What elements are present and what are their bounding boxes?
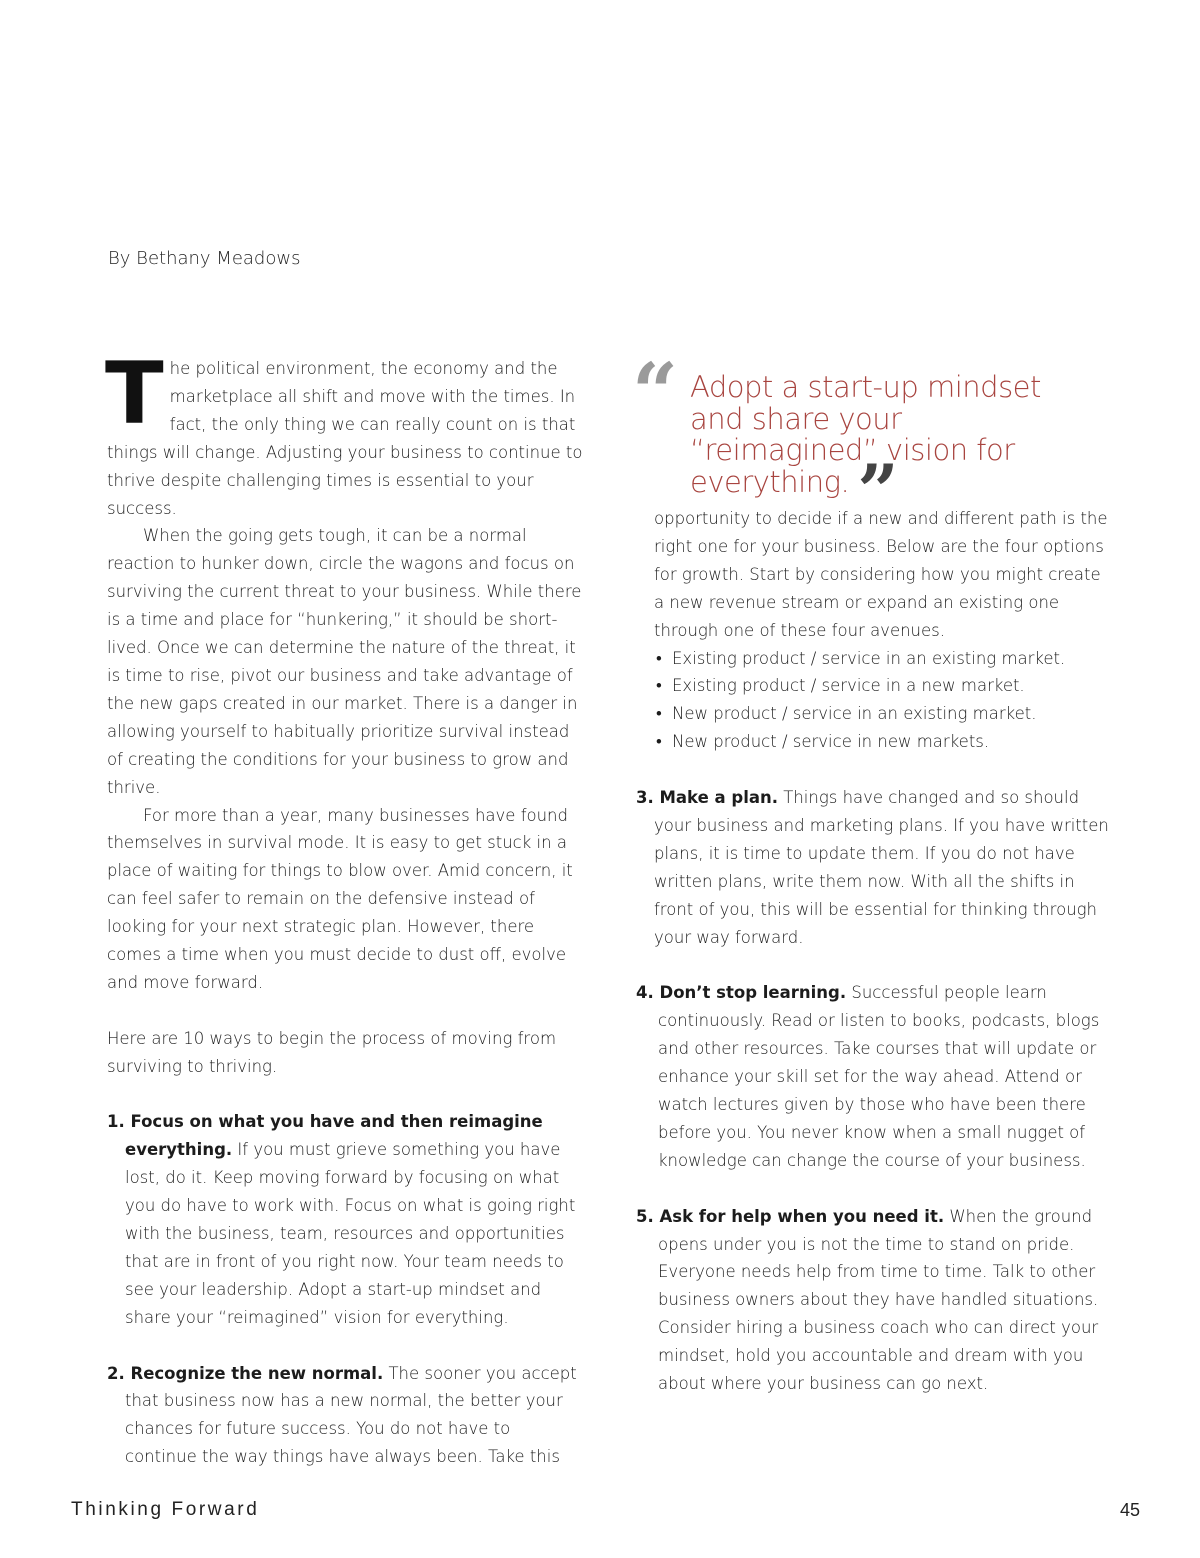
list-item-1 <box>107 1108 585 1331</box>
intro-paragraph-1-text: he political environment, the economy and the marketplace all shift and move with the times. In fact, the only thing we can really count on is that things will change. Adjusting your business to continue to thrive despite challenging times is essential to your success. <box>107 359 583 518</box>
growth-option <box>654 645 1116 673</box>
list-item-5 <box>636 1203 1116 1398</box>
page-number: 45 <box>1120 1500 1141 1520</box>
pull-quote-text-wrap <box>690 370 1090 533</box>
list-item-3-heading: 3. Make a plan. <box>636 788 779 808</box>
open-quote-mark: “ <box>632 345 679 439</box>
right-column <box>636 505 1116 1398</box>
list-item-2-heading: 2. Recognize the new normal. <box>107 1363 384 1383</box>
growth-option <box>654 728 1116 756</box>
list-item-1-text: If you must grieve something you have lost, do it. Keep moving forward by focusing on what you do have to work with. Focus on what is going right with the business, team, resources and opportunities that are in front of you right now. Your team needs to see your leadership. Adopt a start-up mindset and share your “reimagined” vision for everything. <box>125 1140 576 1327</box>
growth-option-text: Existing product / service in an existing market. <box>672 648 1066 668</box>
byline: By Bethany Meadows <box>108 248 301 269</box>
list-item-4-heading: 4. Don’t stop learning. <box>636 983 847 1003</box>
intro-paragraph-4: Here are 10 ways to begin the process of moving from surviving to thriving. <box>107 1028 557 1076</box>
list-item-5-text: When the ground opens under you is not the time to stand on pride. Everyone needs help from time to time. Talk to other business owners about they have handled situations. Consider hiring a business coach who can direct your mindset, hold you accountable and dream with you about where your business can go next. <box>658 1206 1099 1394</box>
intro-paragraph-1 <box>105 344 585 522</box>
left-column <box>105 344 585 1471</box>
bullet-icon: • <box>656 704 662 724</box>
close-quote-mark: ” <box>857 447 899 533</box>
growth-option <box>654 672 1116 700</box>
growth-option-text: New product / service in an existing market. <box>672 704 1037 724</box>
list-item-1-heading: 1. Focus on what you have and then reimagine everything. <box>107 1112 543 1160</box>
growth-option-text: Existing product / service in a new market. <box>672 676 1025 696</box>
bullet-icon: • <box>656 676 662 696</box>
growth-options-list <box>636 645 1116 757</box>
list-item-2-text: The sooner you accept that business now has a new normal, the better your chances for future success. You do not have to continue the way things have always been. Take this <box>125 1363 577 1467</box>
growth-option <box>654 700 1116 728</box>
intro-paragraph-2: When the going gets tough, it can be a normal reaction to hunker down, circle the wagons and focus on surviving the current threat to your business. While there is a time and place for “hunkering,” it should be short-lived. Once we can determine the nature of the threat, it is time to rise, pivot our business and take advantage of the new gaps created in our market. There is a danger in allowing yourself to habitually prioritize survival instead of creating the conditions for your business to grow and thrive. <box>107 526 582 797</box>
pull-quote-text: Adopt a start-up mindset and share your “reimagined” vision for everything. <box>690 370 1041 499</box>
list-item-3 <box>636 784 1116 951</box>
list-item-2 <box>107 1360 585 1472</box>
list-item-4-text: Successful people learn continuously. Read or listen to books, podcasts, blogs and other resources. Take courses that will update or enhance your skill set for the way ahead. Attend or watch lectures given by those who have been there before you. You never know when a small nugget of knowledge can change the course of your business. <box>658 983 1100 1170</box>
list-item-3-text: Things have changed and so should your business and marketing plans. If you have written plans, it is time to update them. If you do not have written plans, write them now. With all the shifts in front of you, this will be essential for thinking through your way forward. <box>654 788 1109 947</box>
growth-option-text: New product / service in new markets. <box>672 732 990 752</box>
publication-title: Thinking Forward <box>71 1499 260 1520</box>
bullet-icon: • <box>656 648 662 668</box>
drop-cap: T <box>105 344 164 444</box>
list-item-5-heading: 5. Ask for help when you need it. <box>636 1206 945 1226</box>
intro-paragraph-3: For more than a year, many businesses have found themselves in survival mode. It is easy to get stuck in a place of waiting for things to blow over. Amid concern, it can feel safer to remain on the defensive instead of looking for your next strategic plan. However, there comes a time when you must decide to dust off, evolve and move forward. <box>107 805 573 992</box>
list-item-2-continued: opportunity to decide if a new and different path is the right one for your business. Below are the four options for growth. Start by considering how you might create a new revenue stream or expand an existing one through one of these four avenues. <box>654 509 1108 640</box>
list-item-4 <box>636 979 1116 1174</box>
bullet-icon: • <box>656 732 662 752</box>
